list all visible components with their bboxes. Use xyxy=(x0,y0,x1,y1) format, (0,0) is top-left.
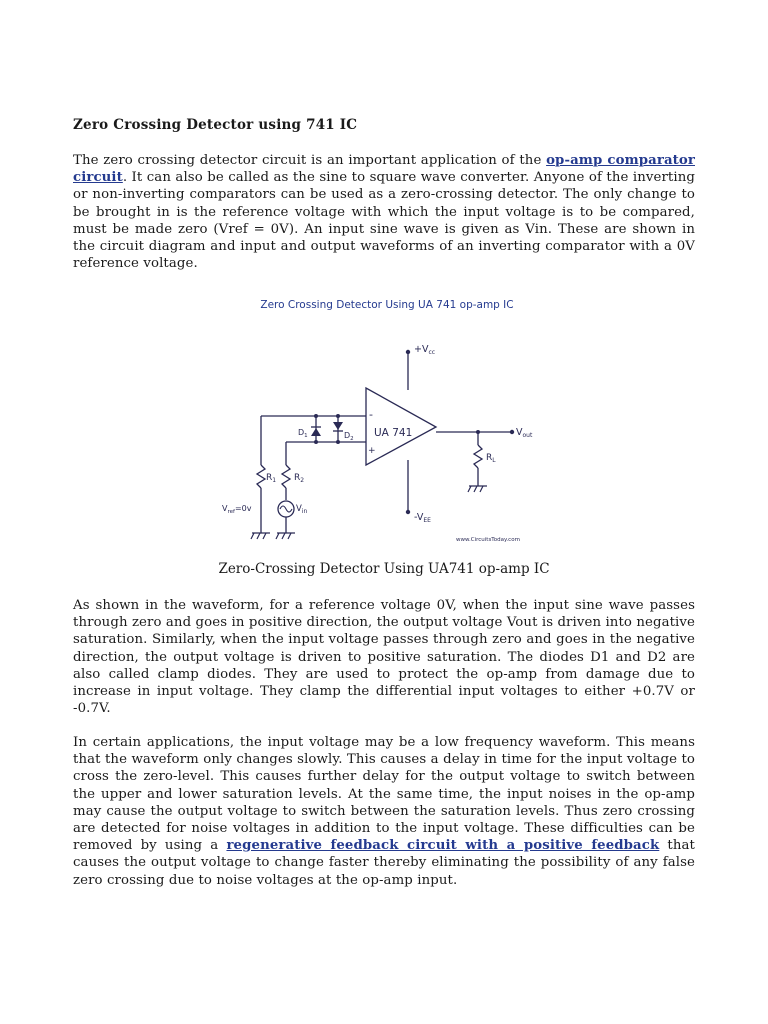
watermark-text: www.CircuitsToday.com xyxy=(456,537,520,543)
rl-resistor xyxy=(474,445,482,468)
opamp-label: UA 741 xyxy=(374,427,413,439)
ground-hatch xyxy=(282,533,285,539)
waveform-paragraph: As shown in the waveform, for a reference voltage 0V, when the input sine wave passes through zero and goes in positive direction, the output voltage Vout is driven into negative saturation. Similarly, when the input voltage passes through zero and goes in the negative direction, the output voltage is driven to positive saturation. The diodes D1 and D2 are also called clamp diodes. They are used to protect the op-amp from damage due to increase in input voltage. They clamp the differential input voltages to either +0.7V or -0.7V. xyxy=(73,598,695,717)
ground-hatch xyxy=(288,533,291,539)
ground-hatch xyxy=(474,486,477,492)
applications-paragraph xyxy=(73,734,695,889)
regenerative-feedback-link[interactable]: regenerative feedback circuit with a positive feedback xyxy=(226,838,660,854)
r1-label: $R_1$ xyxy=(266,473,277,484)
figure-caption: Zero-Crossing Detector Using UA741 op-amp IC xyxy=(218,561,550,577)
vref-label: $V_{ref}=0v$ xyxy=(222,504,252,515)
d2-diode xyxy=(333,422,343,430)
ground-hatch xyxy=(468,486,471,492)
junction-dot xyxy=(336,440,340,444)
vout-label: $V_{out}$ xyxy=(516,427,533,439)
r2-label: $R_2$ xyxy=(294,473,305,484)
rl-label: $R_L$ xyxy=(486,453,496,464)
vcc-terminal xyxy=(406,350,410,354)
junction-dot xyxy=(314,414,318,418)
page-title: Zero Crossing Detector using 741 IC xyxy=(73,117,358,133)
ground-hatch xyxy=(480,486,483,492)
junction-dot xyxy=(476,430,480,434)
intro-paragraph xyxy=(73,152,695,272)
r2-resistor xyxy=(282,465,290,488)
vin-label: $V_{in}$ xyxy=(296,504,308,515)
junction-dot xyxy=(314,440,318,444)
vcc-label: $+V_{cc}$ xyxy=(414,344,436,356)
figure-title: Zero Crossing Detector Using UA 741 op-amp IC xyxy=(260,299,514,311)
r1-resistor xyxy=(257,465,265,488)
vout-terminal xyxy=(510,430,514,434)
circuit-diagram xyxy=(216,290,552,546)
ground-hatch xyxy=(257,533,260,539)
applications-text-before: In certain applications, the input voltage may be a low frequency waveform. This means that the waveform only changes slowly. This causes a delay in time for the input voltage to cross the zero-level. This causes further delay for the output voltage to switch between the upper and lower saturation levels. At the same time, the input noises in the op-amp may cause the output voltage to switch between the saturation levels. Thus zero crossing are detected for noise voltages in addition to the input voltage. These difficulties can be removed by using a xyxy=(73,735,695,854)
ground-hatch xyxy=(263,533,266,539)
vee-label: $-V_{EE}$ xyxy=(414,512,431,524)
ground-hatch xyxy=(251,533,254,539)
d2-label: $D_2$ xyxy=(344,431,354,442)
intro-text-before: The zero crossing detector circuit is an important application of the xyxy=(73,153,547,168)
noninverting-sign: + xyxy=(368,446,376,456)
circuit-figure xyxy=(216,290,552,546)
junction-dot xyxy=(336,414,340,418)
d1-diode xyxy=(311,428,321,436)
inverting-sign: - xyxy=(369,408,373,421)
applications-text-after: that causes the output voltage to change faster thereby eliminating the possibility of any false zero crossing due to noise voltages at the op-amp input. xyxy=(73,838,695,888)
ground-hatch xyxy=(276,533,279,539)
d1-label: $D_1$ xyxy=(298,428,308,439)
vee-terminal xyxy=(406,510,410,514)
intro-text-after: . It can also be called as the sine to square wave converter. Anyone of the inverting or non-inverting comparators can be used as a zero-crossing detector. The only change to be brought in is the reference voltage with which the input voltage is to be compared, must be made zero (Vref = 0V). An input sine wave is given as Vin. These are shown in the circuit diagram and input and output waveforms of an inverting comparator with a 0V reference voltage. xyxy=(73,170,695,272)
op-amp-comparator-link[interactable]: op-amp comparator circuit xyxy=(73,153,695,186)
sine-symbol xyxy=(280,506,292,512)
